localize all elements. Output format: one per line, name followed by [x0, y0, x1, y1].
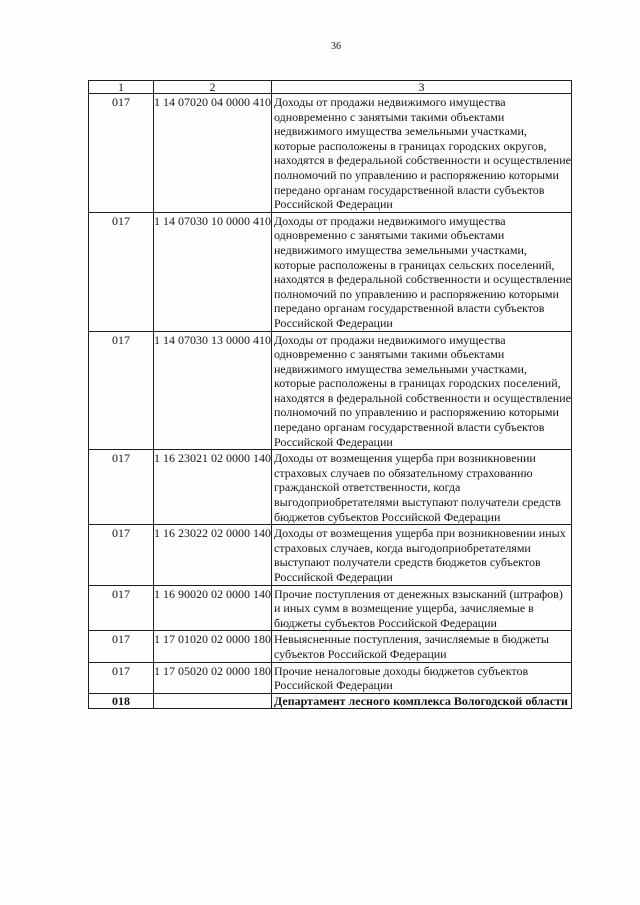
admin-code-cell: 017: [89, 662, 154, 693]
table-row: [89, 94, 572, 213]
department-heading-row: [89, 693, 572, 708]
income-name-cell: Доходы от возмещения ущерба при возникновении иных страховых случаев, когда выгодоприобретателями выступают получатели средств бюджетов субъектов Российской Федерации: [272, 525, 572, 585]
table-row: [89, 450, 572, 525]
header-col-3: 3: [272, 81, 572, 94]
admin-code-cell: 017: [89, 331, 154, 450]
kbk-code-cell: [154, 693, 272, 708]
admin-code-cell: 017: [89, 212, 154, 331]
income-name-cell: Доходы от возмещения ущерба при возникновении страховых случаев по обязательному страхованию гражданской ответственности, когда выгодоприобретателями выступают получатели средств бюджетов субъектов Российской Федерации: [272, 450, 572, 525]
income-name-cell: Доходы от продажи недвижимого имущества одновременно с занятыми такими объектами недвижимого имущества земельными участками, которые расположены в границах сельских поселений, находятся в федеральной собственности и осуществление полномочий по управлению и распоряжению которыми передано органам государственной власти субъектов Российской Федерации: [272, 212, 572, 331]
admin-code-cell: 017: [89, 94, 154, 213]
table-row: [89, 662, 572, 693]
income-name-cell: Прочие поступления от денежных взысканий (штрафов) и иных сумм в возмещение ущерба, зачисляемые в бюджеты субъектов Российской Федерации: [272, 585, 572, 631]
table-row: [89, 331, 572, 450]
kbk-code-cell: 1 14 07030 10 0000 410: [154, 212, 272, 331]
department-name-cell: Департамент лесного комплекса Вологодской области: [272, 693, 572, 708]
income-name-cell: Невыясненные поступления, зачисляемые в бюджеты субъектов Российской Федерации: [272, 631, 572, 662]
table-header-row: [89, 81, 572, 94]
admin-code-cell: 018: [89, 693, 154, 708]
kbk-code-cell: 1 16 23021 02 0000 140: [154, 450, 272, 525]
kbk-code-cell: 1 14 07030 13 0000 410: [154, 331, 272, 450]
income-name-cell: Доходы от продажи недвижимого имущества одновременно с занятыми такими объектами недвижимого имущества земельными участками, которые расположены в границах городских поселений, находятся в федеральной собственности и осуществление полномочий по управлению и распоряжению которыми передано органам государственной власти субъектов Российской Федерации: [272, 331, 572, 450]
income-name-cell: Прочие неналоговые доходы бюджетов субъектов Российской Федерации: [272, 662, 572, 693]
header-col-2: 2: [154, 81, 272, 94]
table-row: [89, 631, 572, 662]
admin-code-cell: 017: [89, 585, 154, 631]
table-row: [89, 585, 572, 631]
revenue-codes-table: [88, 80, 572, 709]
admin-code-cell: 017: [89, 631, 154, 662]
page-number: 36: [331, 41, 341, 52]
income-name-cell: Доходы от продажи недвижимого имущества одновременно с занятыми такими объектами недвижимого имущества земельными участками, которые расположены в границах городских округов, находятся в федеральной собственности и осуществление полномочий по управлению и распоряжению которыми передано органам государственной власти субъектов Российской Федерации: [272, 94, 572, 213]
admin-code-cell: 017: [89, 525, 154, 585]
kbk-code-cell: 1 16 90020 02 0000 140: [154, 585, 272, 631]
kbk-code-cell: 1 14 07020 04 0000 410: [154, 94, 272, 213]
kbk-code-cell: 1 17 05020 02 0000 180: [154, 662, 272, 693]
admin-code-cell: 017: [89, 450, 154, 525]
kbk-code-cell: 1 16 23022 02 0000 140: [154, 525, 272, 585]
header-col-1: 1: [89, 81, 154, 94]
table-row: [89, 525, 572, 585]
kbk-code-cell: 1 17 01020 02 0000 180: [154, 631, 272, 662]
table-row: [89, 212, 572, 331]
